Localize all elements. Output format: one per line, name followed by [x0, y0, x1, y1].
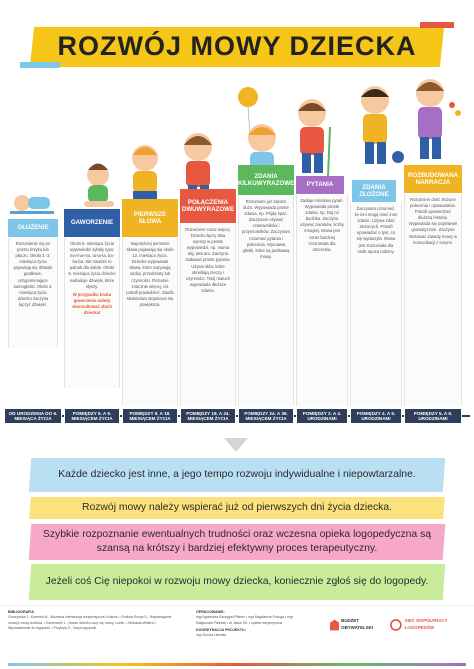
stage-label-polaczenia: POŁĄCZENIA DWUWYRAZOWE: [180, 189, 236, 223]
down-arrow-icon: [224, 438, 248, 452]
message-early-diagnosis: Szybkie rozpoznanie ewentualnych trudności oraz wczesna opieka logopedyczna są szansą na krótszy i bardziej efektywny proces terapeutyczny.: [42, 529, 432, 554]
message-support-early: Rozwój mowy należy wspierać już od pierwszych dni życia dziecka.: [81, 502, 393, 514]
stage-description-polaczenia: [180, 224, 236, 406]
project-text: mgr Dorota Lisiecka: [196, 633, 227, 637]
budget-logo-icon: [330, 618, 339, 632]
stage-text: Rozumiem coraz więcej. Dziecko łączy dwa wyrazy w proste wypowiedzi, np. mama daj, tata am. Zaczyna zadawać proste pytania. Używa słów, które określają rzeczy i czynności. Twój maluch wypowiada dłuższe zdania.: [185, 227, 231, 293]
message-contact-logopedist: Jeżeli coś Cię niepokoi w rozwoju mowy dziecka, koniecznie zgłoś się do logopedy.: [45, 576, 429, 588]
child-with-scooter-icon: [298, 99, 331, 182]
stage-text: Około 6. miesiąca życia wypowiedzi sylaby typu: ma-ma-ma, ta-ta-ta, ba-ba-ba. Nie zawsze to jednak dla siebie. Około 8. miesiąca życia dziecko naśladuje dźwięki, które słyszy.: [68, 241, 116, 289]
logo-siec-logopedow: [390, 618, 466, 632]
stage-label-gaworzenie: GAWORZENIE: [64, 209, 120, 237]
stage-description-pierwsze-slowa: [122, 238, 178, 406]
child-with-football-icon: [361, 86, 404, 164]
age-range-2: POMIĘDZY 9. A 18. MIESIĄCEM ŻYCIA: [122, 408, 178, 424]
authors-section: [196, 610, 306, 638]
children-illustration: [0, 75, 474, 215]
age-range-4: POMIĘDZY 24. A 36. MIESIĄCEM ŻYCIA: [238, 408, 294, 424]
stage-text: Zaczynam rozumieć, że inni mogą mieć inne zdanie. Używa zdań złożonych. Potrafi opowiadać o tym, co się wydarzyło. Mowa jest zrozumiała dla osób spoza rodziny.: [354, 206, 398, 254]
stage-text: Rozumiem dość złożone polecenia i opowiadania. Potrafi opowiedzieć dłuższą historię. Wypowiada się poprawnie gramatycznie. Zaczyna stosować zasady mowy w komunikacji z innymi.: [408, 197, 458, 245]
footer: [0, 605, 474, 669]
stage-label-zdania-kilkuwyrazowe: ZDANIA KILKUWYRAZOWE: [238, 165, 294, 195]
bottom-color-strip: [8, 663, 466, 666]
children-drawing: [0, 75, 474, 215]
bibliography-heading: BIBLIOGRAFIA: [8, 610, 34, 614]
stage-text: Zadaje mnóstwo pytań. Wypowiada proste zdania, np. Daj mi budzika. Zaczyna używać zaimków, liczby mnogiej. Mowa jest coraz bardziej zrozumiała dla otoczenia.: [300, 198, 344, 252]
bibliography-section: [8, 610, 178, 631]
stage-description-pytania: [296, 195, 348, 406]
authors-text: mgr Agnieszka Szczygieł-Pilarek • mgr Magdalena Pożoga • mgr Małgorzata Pietrzak • dr Jakub Sk. • opieka merytoryczna: [196, 615, 293, 625]
stage-description-gluzenie: [8, 238, 58, 348]
age-range-3: POMIĘDZY 18. A 24. MIESIĄCEM ŻYCIA: [180, 408, 236, 424]
stage-description-narracja: [404, 194, 462, 406]
title-accent-left: [20, 62, 60, 68]
stage-label-zdania-zlozone: ZDANIA ZŁOŻONE: [352, 180, 396, 202]
stage-label-pierwsze-slowa: PIERWSZE SŁOWA: [122, 199, 178, 237]
toddler-icon: [132, 145, 158, 201]
age-range-0: OD URODZENIA DO 6. MIESIĄCA ŻYCIA: [4, 408, 62, 424]
baby-lying-icon: [10, 195, 54, 214]
stage-warning-note: W przypadku braku gaworzenia należy skonsultować słuch dziecka!: [72, 291, 112, 316]
stage-label-gluzenie: GŁUŻENIE: [8, 219, 58, 237]
age-range-5: POMIĘDZY 3. A 4. URODZINAMI: [296, 408, 348, 424]
stage-description-zdania-zlozone: [350, 203, 402, 406]
age-range-1: POMIĘDZY 6. A 9. MIESIĄCEM ŻYCIA: [64, 408, 120, 424]
baby-sitting-icon: [84, 164, 114, 208]
project-heading: KOORDYNACJA PROJEKTU:: [196, 627, 246, 632]
budget-logo-text: BUDŻET OBYWATELSKI: [341, 618, 374, 630]
stage-description-zdania-kilkuwyrazowe: [238, 196, 294, 406]
stage-text: Rozumiem już bardzo dużo. Wypowiada proste zdania, np. Pójdę spać. Zaczynam używać czasowników i przymiotników. Zaczynam rozumieć pytania i polecenia. Wymawia głoski, które są podstawą mowy.: [242, 199, 290, 259]
age-timeline: [0, 405, 474, 427]
stage-label-pytania: PYTANIA: [296, 176, 344, 194]
age-range-7: POMIĘDZY 5. A 6. URODZINAMI: [404, 408, 462, 424]
network-logo-text: SIEĆ WSPÓŁPRACY LOGOPEDÓW: [404, 618, 448, 630]
age-range-6: POMIĘDZY 4. A 5. URODZINAMI: [350, 408, 402, 424]
stage-text: Najczęściej pierwsze słowa pojawiają się około 12. miesiąca życia. Dziecko wypowiada słowa, które nazywają osoby, przedmioty lub czynności. Rozumie znacznie więcej, niż potrafi powiedzieć. Zasób słownictwa stopniowo się powiększa.: [126, 241, 174, 307]
logo-budzet-obywatelski: [330, 618, 380, 632]
stage-description-gaworzenie: [64, 238, 120, 388]
authors-heading: OPRACOWANIE:: [196, 610, 225, 614]
bibliography-text: Cieszyńska J., Korendo M., Wczesna interwencja terapeutyczna. Kraków. • Emiluta-Rozya D., Wspomaganie rozwoju mowy dziecka. • Kaczmarek L., Nasze dziecko uczy się mowy. Lublin. • Michalak-Widera I., Wprowadzenie do logopedii. • Przybyla O., Zarys logopedii.: [8, 615, 172, 630]
title-accent-right: [420, 22, 454, 28]
network-logo-icon: [390, 618, 402, 632]
older-child-icon: [416, 79, 461, 159]
stage-text: Rozumienie się po prostu krzyku lub płaczu. Około 2.-3. miesiąca życia pojawiają się dźwięki gardłowe, przypominające samogłoski. Około 4. miesiąca życia dziecko zaczyna łączyć dźwięki.: [13, 241, 53, 307]
page-title: ROZWÓJ MOWY DZIECKA: [57, 31, 417, 61]
stage-label-narracja: ROZBUDOWANA NARRACJA: [404, 165, 462, 193]
message-individual-pace: Każde dziecko jest inne, a jego tempo rozwoju indywidualne i niepowtarzalne.: [58, 469, 416, 481]
